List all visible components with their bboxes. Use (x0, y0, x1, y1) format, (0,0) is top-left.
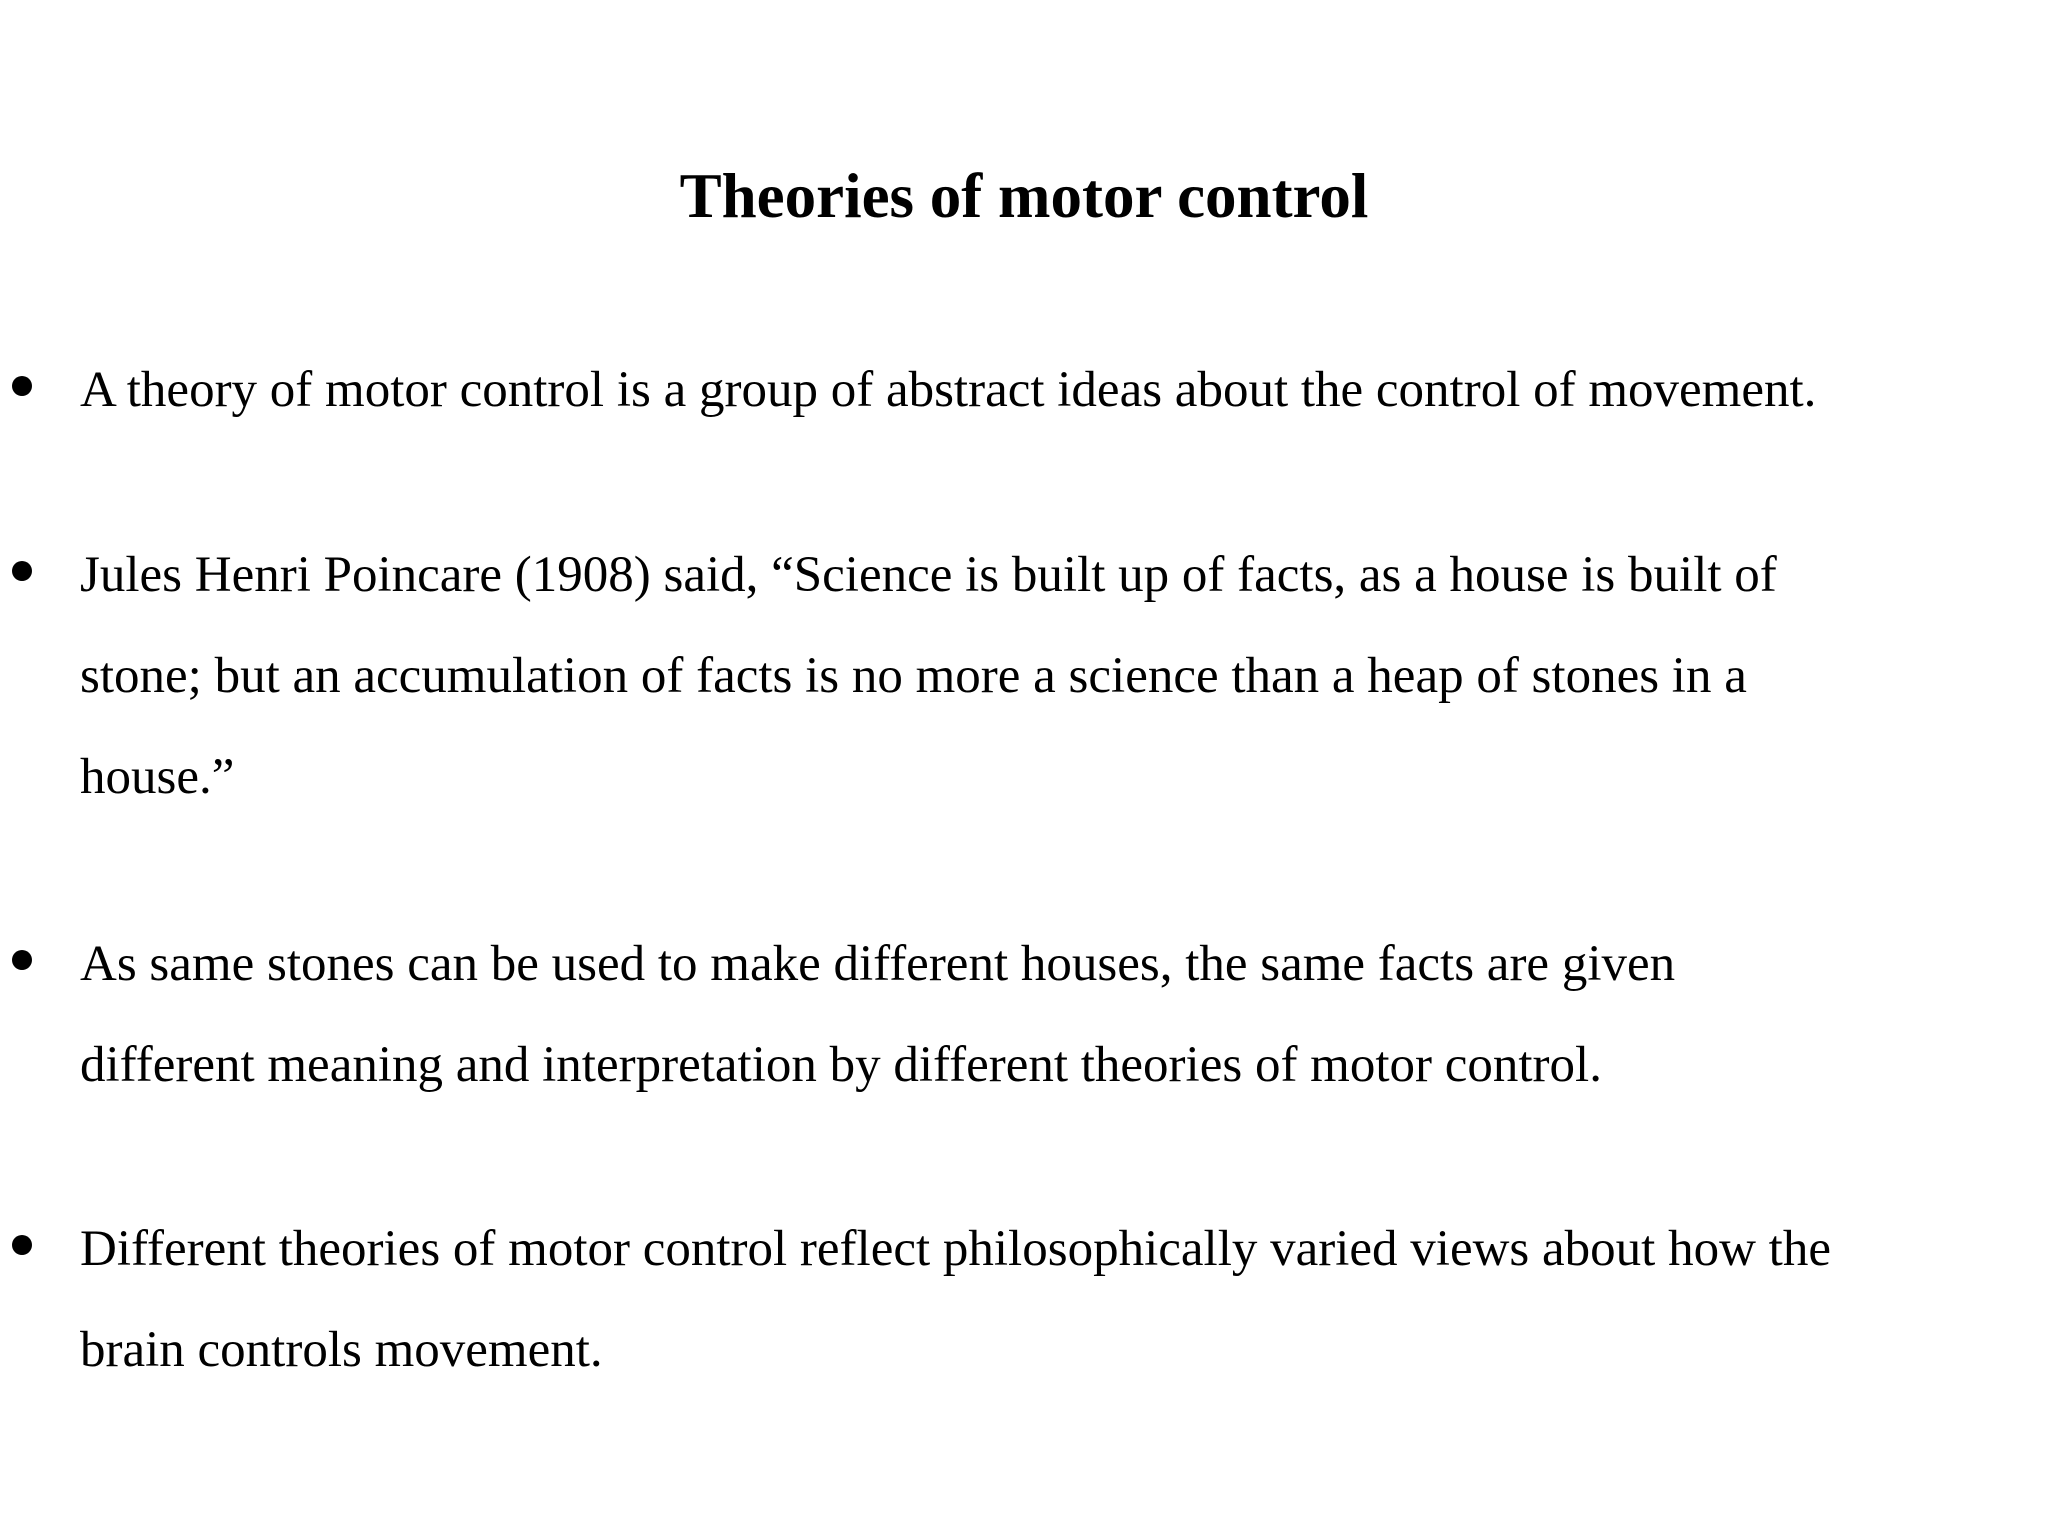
bullet-line: A theory of motor control is a group of abstract ideas about the control of movement. (80, 362, 1817, 418)
bullet-dot-icon (12, 561, 32, 581)
bullet-line: As same stones can be used to make different houses, the same facts are given (80, 936, 1676, 992)
bullet-line: house.” (80, 749, 235, 805)
bullet-text (80, 914, 2040, 1116)
slide-title: Theories of motor control (679, 161, 1369, 231)
bullet-line: different meaning and interpretation by different theories of motor control. (80, 1037, 1602, 1093)
bullet-text (80, 1199, 2040, 1401)
bullet-dot-icon (12, 1235, 32, 1255)
bullet-line: brain controls movement. (80, 1322, 603, 1378)
bullet-line: Jules Henri Poincare (1908) said, “Science is built up of facts, as a house is built of (80, 547, 1777, 603)
bullet-text (80, 525, 2040, 828)
bullet-dot-icon (12, 376, 32, 396)
bullet-dot-icon (12, 950, 32, 970)
bullet-line: Different theories of motor control reflect philosophically varied views about how the (80, 1221, 1831, 1277)
bullet-line: stone; but an accumulation of facts is no more a science than a heap of stones in a (80, 648, 1747, 704)
bullet-text (80, 340, 2040, 441)
